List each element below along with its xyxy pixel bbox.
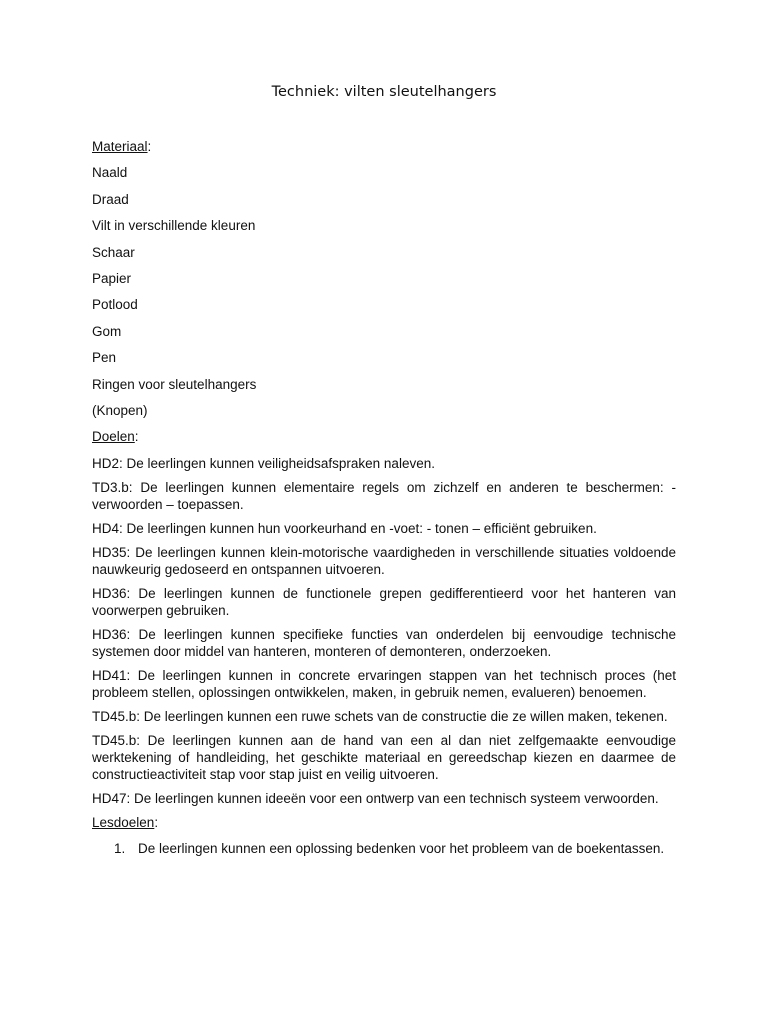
materiaal-heading-text: Materiaal (92, 139, 148, 154)
doel-item: TD3.b: De leerlingen kunnen elementaire regels om zichzelf en anderen te beschermen: - verwoorden – toepassen. (92, 479, 676, 512)
doelen-heading-colon: : (134, 429, 139, 445)
doel-item: HD41: De leerlingen kunnen in concrete ervaringen stappen van het technisch proces (het probleem stellen, oplossingen ontwikkelen, maken, in gebruik nemen, evalueren) benoemen. (92, 667, 676, 700)
materiaal-item: (Knopen) (92, 402, 148, 418)
doel-item: HD2: De leerlingen kunnen veiligheidsafspraken naleven. (92, 455, 435, 471)
doel-item: HD36: De leerlingen kunnen de functionele grepen gedifferentieerd voor het hanteren van voorwerpen gebruiken. (92, 585, 676, 618)
doel-item: HD4: De leerlingen kunnen hun voorkeurhand en -voet: - tonen – efficiënt gebruiken. (92, 520, 597, 536)
doel-item: TD45.b: De leerlingen kunnen een ruwe schets van de constructie die ze willen maken, tekenen. (92, 708, 668, 724)
materiaal-item: Schaar (92, 244, 135, 260)
doelen-heading-text: Doelen (92, 429, 135, 445)
document-title: Techniek: vilten sleutelhangers (271, 84, 497, 100)
materiaal-item: Pen (92, 350, 117, 366)
materiaal-list (92, 164, 676, 428)
materiaal-item: Ringen voor sleutelhangers (92, 376, 257, 392)
materiaal-heading (92, 138, 676, 164)
document-body (92, 138, 676, 857)
materiaal-item: Naald (92, 165, 128, 181)
materiaal-item: Gom (92, 323, 122, 339)
materiaal-item: Draad (92, 191, 129, 207)
doelen-heading (92, 428, 676, 454)
lesdoelen-heading-colon: : (154, 814, 159, 830)
materiaal-item: Potlood (92, 297, 138, 313)
materiaal-item: Papier (92, 270, 132, 286)
doel-item: HD36: De leerlingen kunnen specifieke functies van onderdelen bij eenvoudige technische systemen door middel van hanteren, monteren of demonteren, onderzoeken. (92, 626, 676, 659)
doel-item: TD45.b: De leerlingen kunnen aan de hand van een al dan niet zelfgemaakte eenvoudige werktekening of handleiding, het geschikte materiaal en gereedschap kiezen en daarmee de constructieactiviteit stap voor stap juist en veilig uitvoeren. (92, 732, 676, 782)
materiaal-item: Vilt in verschillende kleuren (92, 218, 256, 234)
lesdoelen-heading-text: Lesdoelen (92, 814, 155, 830)
lesdoel-item (92, 840, 676, 857)
doelen-list (92, 455, 676, 807)
doel-item: HD35: De leerlingen kunnen klein-motorische vaardigheden in verschillende situaties voldoende nauwkeurig gedoseerd en ontspannen uitvoeren. (92, 544, 676, 577)
lesdoelen-heading (92, 814, 676, 840)
materiaal-heading-colon: : (147, 139, 152, 154)
lesdoel-number: 1. (114, 841, 126, 857)
lesdoelen-list (92, 840, 676, 857)
doel-item: HD47: De leerlingen kunnen ideeën voor een ontwerp van een technisch systeem verwoorden. (92, 790, 659, 806)
lesdoel-text: De leerlingen kunnen een oplossing bedenken voor het probleem van de boekentassen. (138, 841, 665, 857)
